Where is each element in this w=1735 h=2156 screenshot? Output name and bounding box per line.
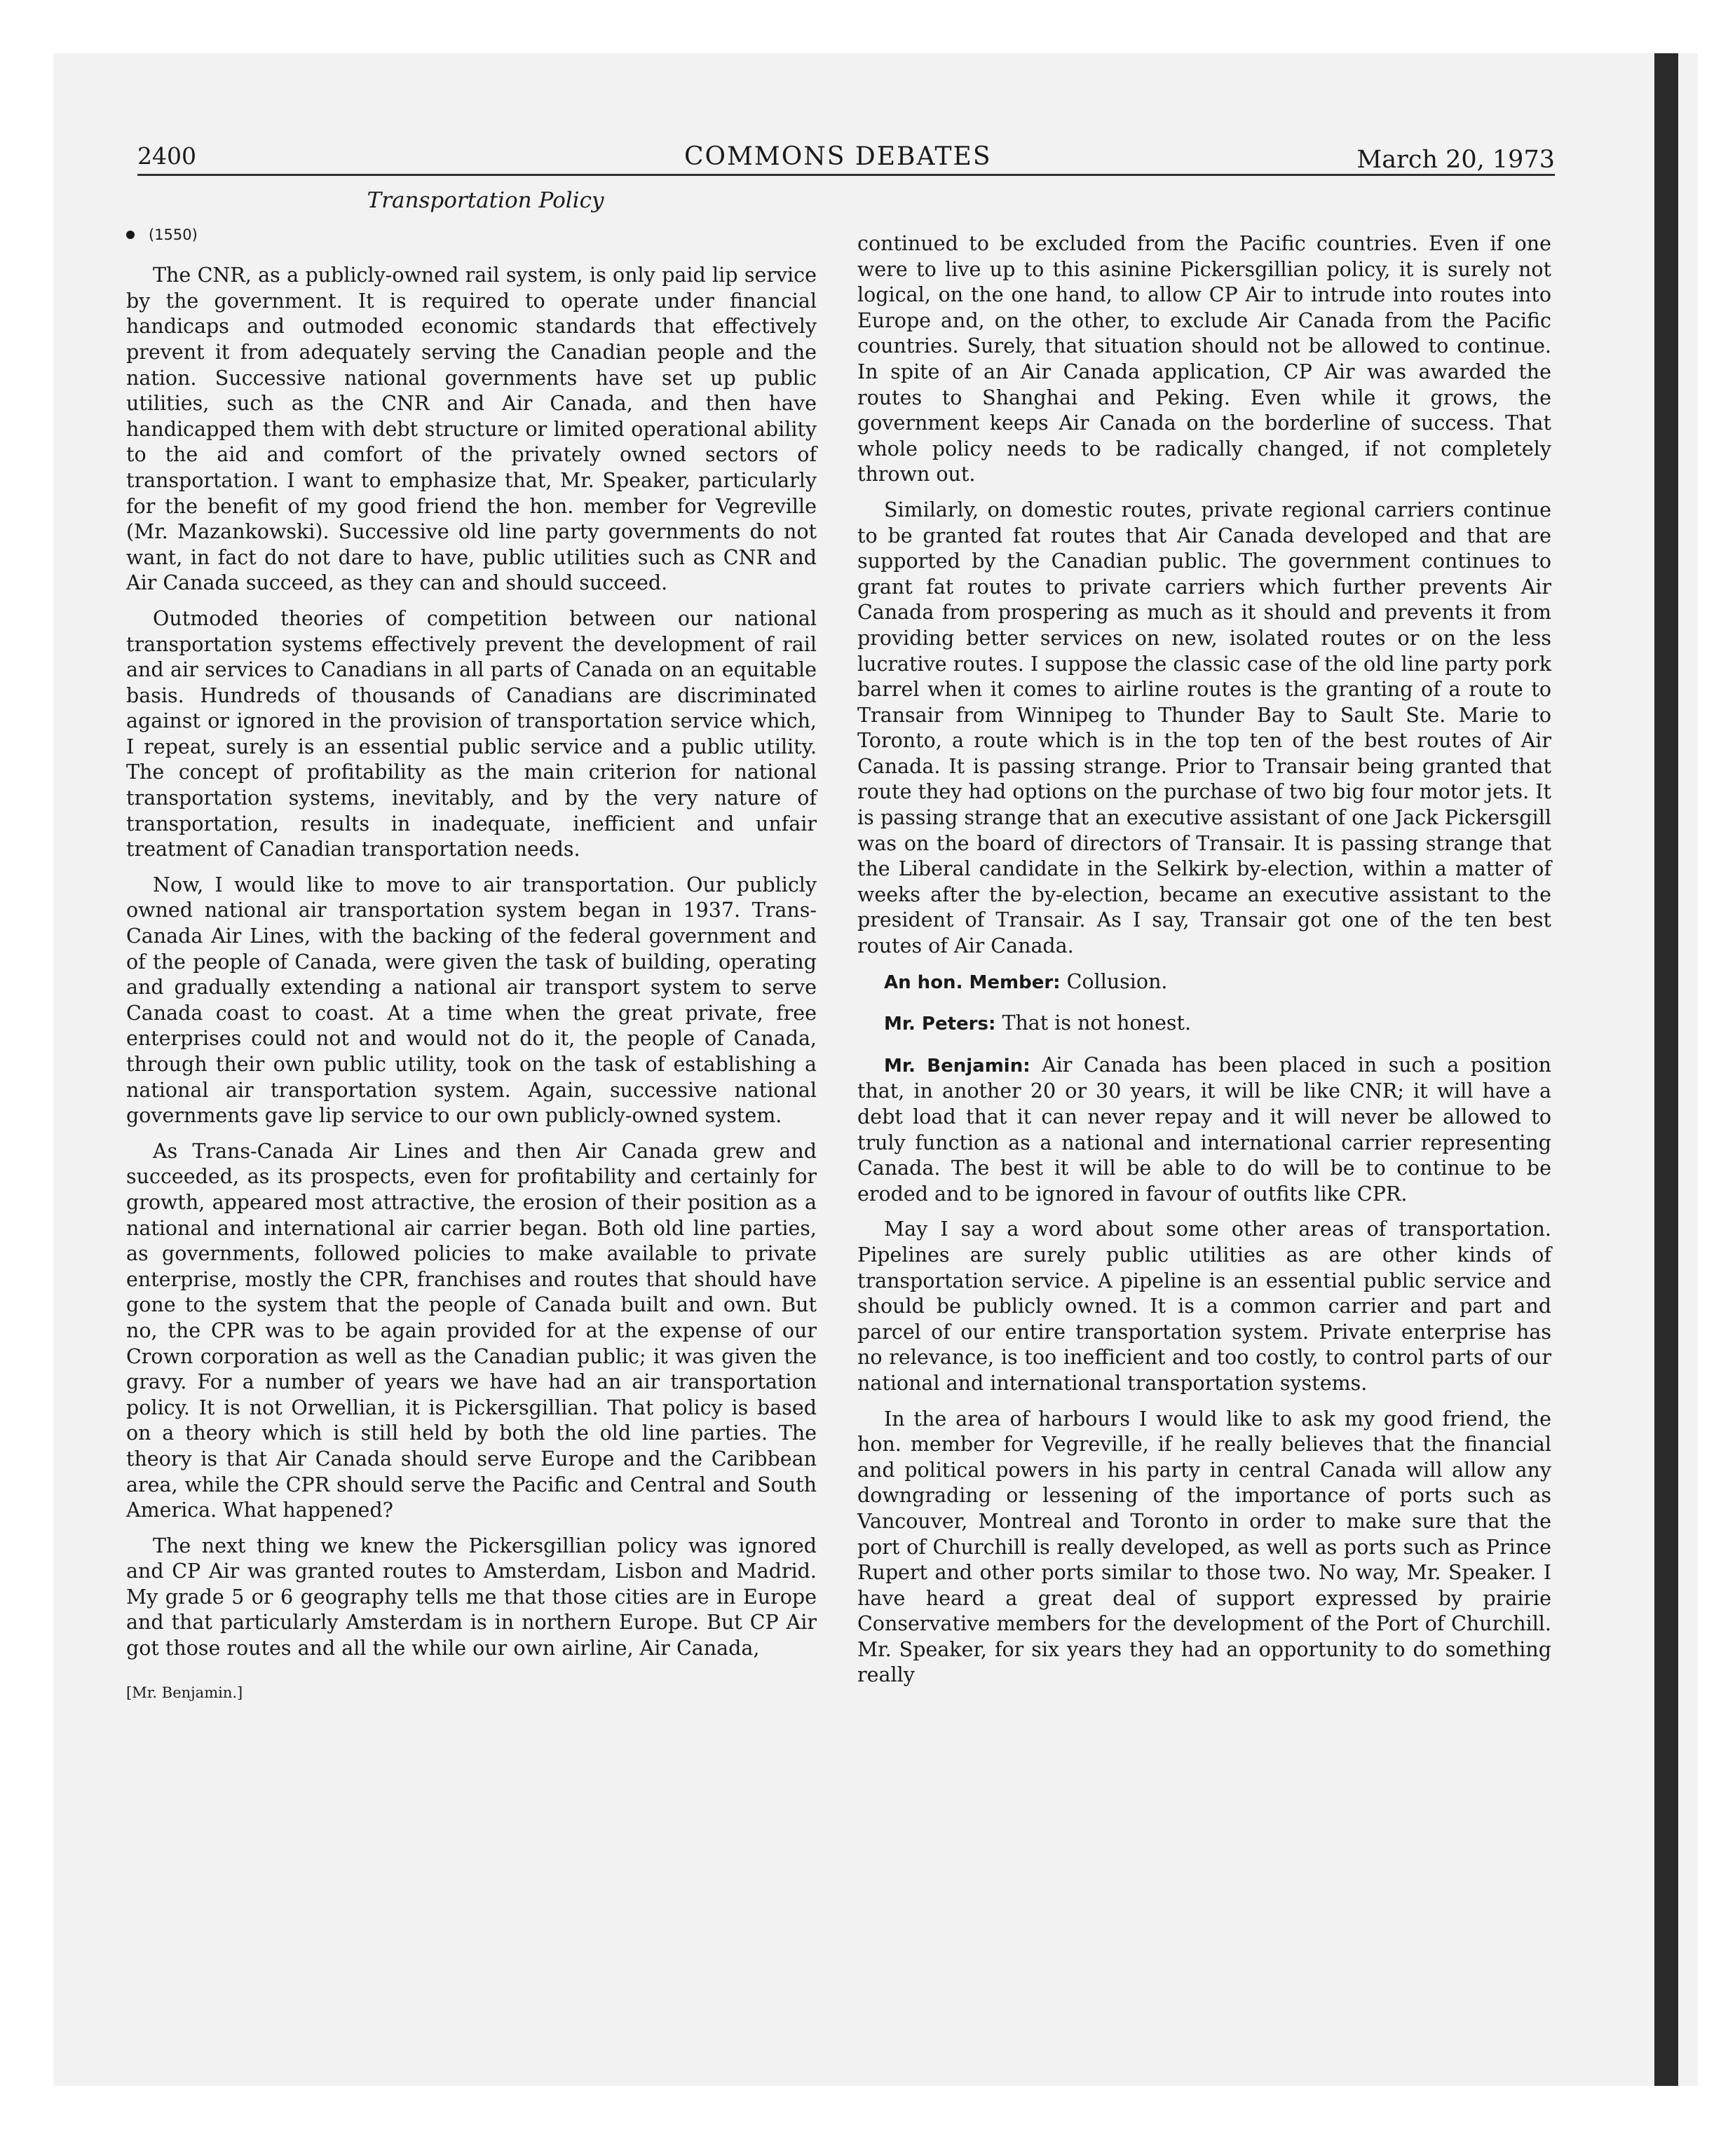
speech [857, 1053, 1551, 1208]
interjection [857, 969, 1551, 996]
paragraph: As Trans-Canada Air Lines and then Air Canada grew and succeeded, as its prospects, even for profitability and certainly for growth, appeared most attractive, the erosion of their position as a national and international air carrier began. Both old line parties, as governments, followed policies to make available to private enterprise, mostly the CPR, franchises and routes that should have gone to the system that the people of Canada built and own. But no, the CPR was to be again provided for at the expense of our Crown corporation as well as the Canadian public; it was given the gravy. For a number of years we have had an air transportation policy. It is not Orwellian, it is Pickersgillian. That policy is based on a theory which is still held by both the old line parties. The theory is that Air Canada should serve Europe and the Caribbean area, while the CPR should serve the Pacific and Central and South America. What happened? [126, 1139, 817, 1522]
publication-date: March 20, 1973 [1356, 146, 1555, 174]
paragraph-continuation: continued to be excluded from the Pacific countries. Even if one were to live up to this asinine Pickersgillian policy, it is surely not logical, on the one hand, to allow CP Air to intrude into routes into Europe and, on the other, to exclude Air Canada from the Pacific countries. Surely, that situation should not be allowed to continue. In spite of an Air Canada application, CP Air was awarded the routes to Shanghai and Peking. Even while it grows, the government keeps Air Canada on the borderline of success. That whole policy needs to be radically changed, if not completely thrown out. [857, 232, 1551, 486]
timestamp-marker [126, 222, 817, 248]
page-header [137, 135, 1555, 176]
speech-text: Air Canada has been placed in such a position that, in another 20 or 30 years, it will be like CNR; it will have a debt load that it can never repay and it will never be allowed to truly function as a national and international carrier representing Canada. The best it will be able to do will be to continue to be eroded and to be ignored in favour of outfits like CPR. [857, 1053, 1552, 1206]
scan-edge-bar [1654, 53, 1678, 2086]
paragraph: The next thing we knew the Pickersgillian policy was ignored and CP Air was granted routes to Amsterdam, Lisbon and Madrid. My grade 5 or 6 geography tells me that those cities are in Europe and that particularly Amsterdam is in northern Europe. But CP Air got those routes and all the while our own airline, Air Canada, [126, 1534, 817, 1660]
paragraph: In the area of harbours I would like to ask my good friend, the hon. member for Vegreville, if he really believes that the financial and political powers in his party in central Canada will allow any downgrading or lessening of the importance of ports such as Vancouver, Montreal and Toronto in order to make sure that the port of Churchill is really developed, as well as ports such as Prince Rupert and other ports similar to those two. No way, Mr. Speaker. I have heard a great deal of support expressed by prairie Conservative members for the development of the Port of Churchill. Mr. Speaker, for six years they had an opportunity to do something really [857, 1407, 1551, 1687]
paragraph: Similarly, on domestic routes, private regional carriers continue to be granted fat routes that Air Canada developed and that are supported by the Canadian public. The government continues to grant fat routes to private carriers which further prevents Air Canada from prospering as much as it should and prevents it from providing better services on new, isolated routes or on the less lucrative routes. I suppose the classic case of the old line party pork barrel when it comes to airline routes is the granting of a route to Transair from Winnipeg to Thunder Bay to Sault Ste. Marie to Toronto, a route which is in the top ten of the best routes of Air Canada. It is passing strange. Prior to Transair being granted that route they had options on the purchase of two big four motor jets. It is passing strange that an executive assistant of one Jack Pickersgill was on the board of directors of Transair. It is passing strange that the Liberal candidate in the Selkirk by-election, within a matter of weeks after the by-election, became an executive assistant to the president of Transair. As I say, Transair got one of the ten best routes of Air Canada. [857, 498, 1551, 958]
speaker-footnote: [Mr. Benjamin.] [126, 1684, 243, 1701]
timestamp-text: (1550) [149, 226, 198, 243]
paragraph: Now, I would like to move to air transportation. Our publicly owned national air transportation system began in 1937. Trans-Canada Air Lines, with the backing of the federal government and of the people of Canada, were given the task of building, operating and gradually extending a national air transport system to serve Canada coast to coast. At a time when the great private, free enterprises could not and would not do it, the people of Canada, through their own public utility, took on the task of establishing a national air transportation system. Again, successive national governments gave lip service to our own publicly-owned system. [126, 873, 817, 1128]
speaker-name: An hon. Member: [884, 971, 1061, 993]
section-heading: Transportation Policy [367, 188, 604, 213]
speech-text: That is not honest. [1002, 1011, 1192, 1035]
right-column [857, 231, 1551, 1698]
speech-text: Collusion. [1066, 969, 1168, 993]
paragraph: The CNR, as a publicly-owned rail system, is only paid lip service by the government. It is required to operate under financial handicaps and outmoded economic standards that effectively prevent it from adequately serving the Canadian people and the nation. Successive national governments have set up public utilities, such as the CNR and Air Canada, and then have handicapped them with debt structure or limited operational ability to the aid and comfort of the privately owned sectors of transportation. I want to emphasize that, Mr. Speaker, particularly for the benefit of my good friend the hon. member for Vegreville (Mr. Mazankowski). Successive old line party governments do not want, in fact do not dare to have, public utilities such as CNR and Air Canada succeed, as they can and should succeed. [126, 264, 817, 595]
paragraph: May I say a word about some other areas of transportation. Pipelines are surely public utilities as are other kinds of transportation service. A pipeline is an essential public service and should be publicly owned. It is a common carrier and part and parcel of our entire transportation system. Private enterprise has no relevance, is too inefficient and too costly, to control parts of our national and international transportation systems. [857, 1217, 1551, 1395]
publication-title: COMMONS DEBATES [684, 142, 992, 171]
page-number: 2400 [137, 142, 196, 170]
interjection [857, 1011, 1551, 1037]
bullet-icon [126, 231, 135, 239]
left-column [126, 188, 817, 1705]
speaker-name: Mr. Peters: [884, 1014, 996, 1035]
paragraph: Outmoded theories of competition between our national transportation systems effectively prevent the development of rail and air services to Canadians in all parts of Canada on an equitable basis. Hundreds of thousands of Canadians are discriminated against or ignored in the provision of transportation service which, I repeat, surely is an essential public service and a public utility. The concept of profitability as the main criterion for national transportation systems, inevitably, and by the very nature of transportation, results in inadequate, inefficient and unfair treatment of Canadian transportation needs. [126, 606, 817, 861]
speaker-name: Mr. Benjamin: [884, 1055, 1030, 1077]
